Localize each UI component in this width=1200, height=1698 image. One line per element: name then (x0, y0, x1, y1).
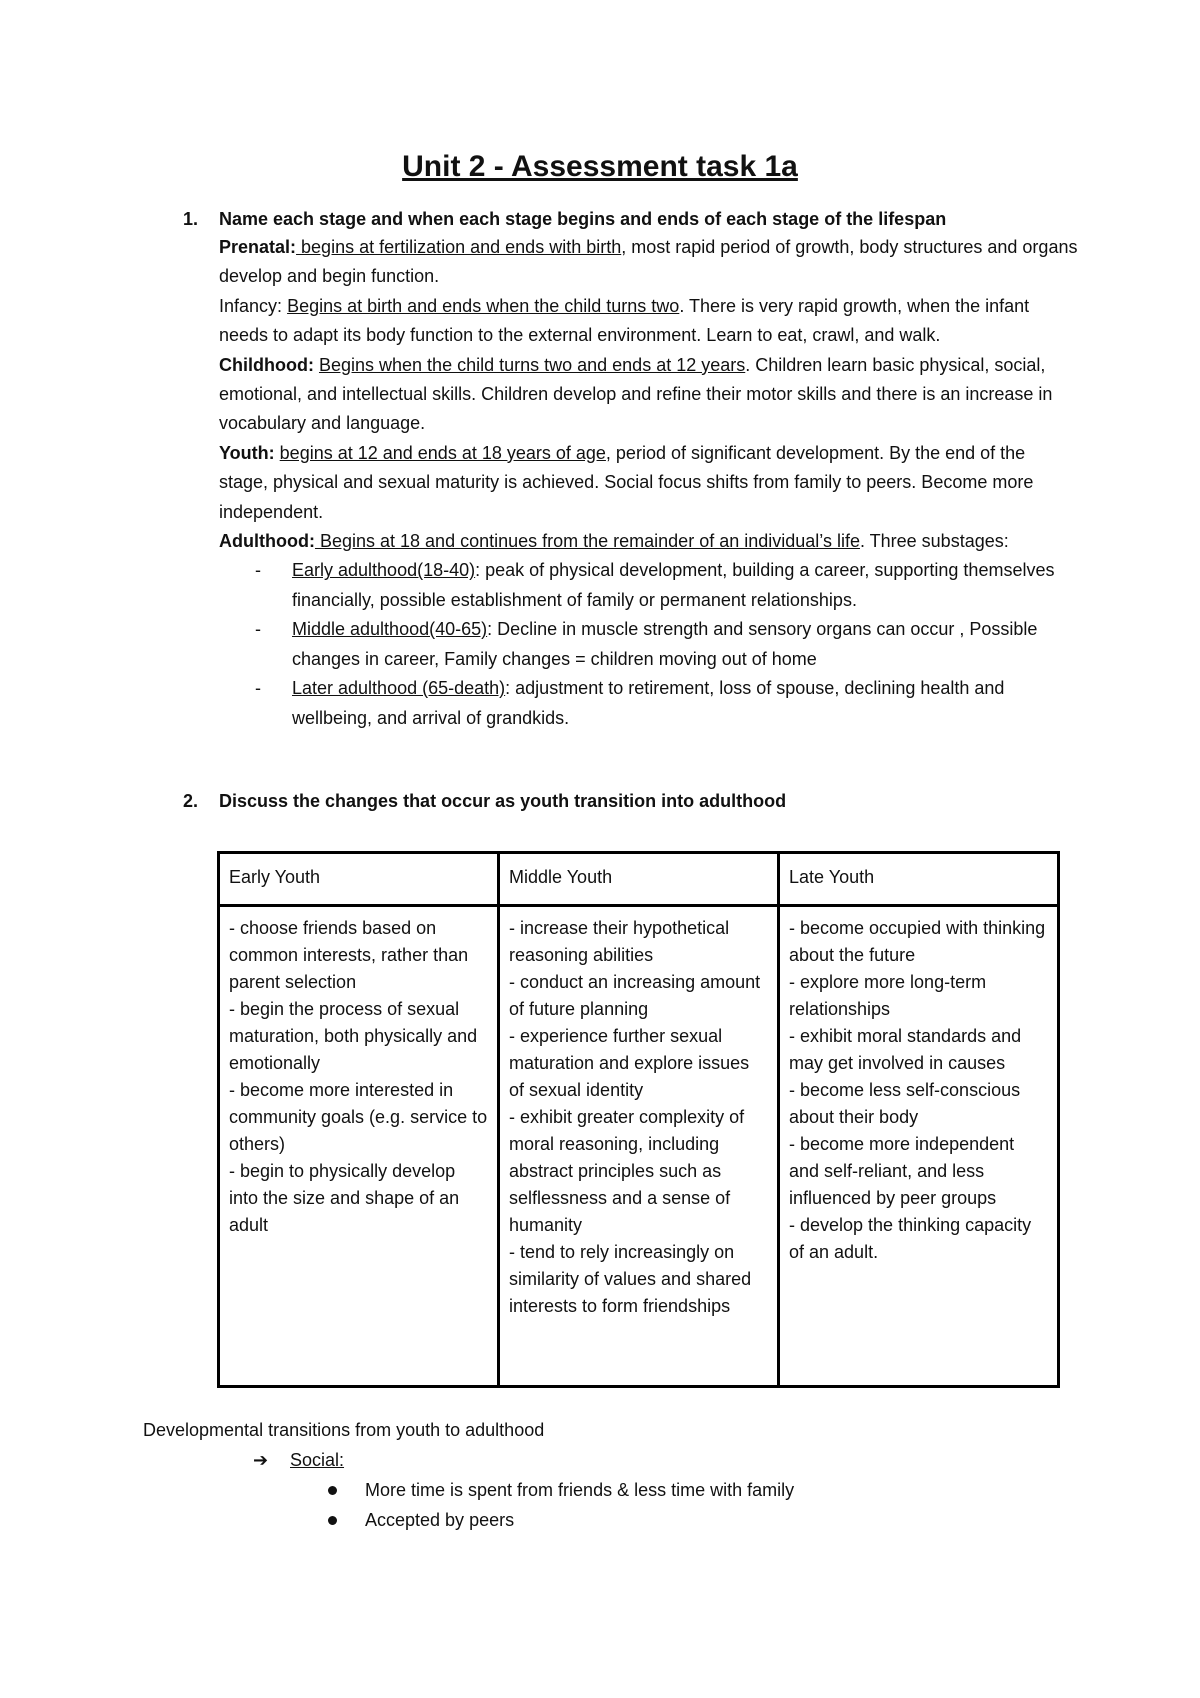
stage-label: Youth: (219, 442, 275, 463)
stage-range: begins at fertilization and ends with birth (296, 237, 622, 257)
substage-label: Middle adulthood(40-65) (292, 619, 488, 640)
list-item: - tend to rely increasingly on similarity of values and shared interests to form friendships (509, 1242, 752, 1316)
list-item: - exhibit moral standards and may get involved in causes (789, 1026, 1022, 1073)
stage-youth (219, 439, 1079, 527)
substage-middle (219, 615, 1079, 674)
dash-marker: - (255, 678, 261, 699)
list-item: - develop the thinking capacity of an adult. (789, 1215, 1032, 1262)
substage-label: Later adulthood (65-death) (292, 678, 506, 699)
stage-desc: , period of significant development. By the end of the stage, physical and sexual maturity is achieved. Social focus shifts from family to peers. Become more independent. (219, 442, 1034, 522)
stage-desc: . Children learn basic physical, social, emotional, and intellectual skills. Children develop and refine their motor skills and there is an increase in vocabulary and language. (219, 354, 1053, 434)
list-item: - conduct an increasing amount of future planning (509, 972, 761, 1019)
stage-label: Prenatal: (219, 237, 297, 257)
stage-adulthood (219, 527, 1079, 556)
question-text: Name each stage and when each stage begins and ends of each stage of the lifespan (219, 209, 947, 229)
substage-later (219, 674, 1079, 733)
header-early-youth: Early Youth (219, 853, 499, 906)
adulthood-substages (219, 556, 1079, 732)
list-item: - exhibit greater complexity of moral reasoning, including abstract principles such as selflessness and a sense of humanity (509, 1107, 745, 1235)
stage-desc: , most rapid period of growth, body structures and organs develop and begin function. (219, 237, 1078, 287)
stage-desc: . Three substages: (859, 531, 1009, 552)
substage-desc: : Decline in muscle strength and sensory organs can occur , Possible changes in career, Family changes = children moving out of home (292, 619, 1038, 669)
header-late-youth: Late Youth (779, 853, 1059, 906)
list-item: - become more independent and self-reliant, and less influenced by peer groups (789, 1134, 1015, 1208)
question-text: Discuss the changes that occur as youth transition into adulthood (219, 791, 787, 811)
list-item: - explore more long-term relationships (789, 972, 987, 1019)
cell-early-youth (219, 906, 499, 1387)
youth-stages-table (217, 851, 1060, 1388)
page-title: Unit 2 - Assessment task 1a (402, 150, 798, 183)
stage-prenatal (219, 233, 1079, 292)
list-item: - increase their hypothetical reasoning abilities (509, 918, 730, 965)
bullet-text: More time is spent from friends & less time with family (365, 1480, 795, 1500)
list-item: - begin to physically develop into the size and shape of an adult (229, 1161, 460, 1235)
stage-range: Begins when the child turns two and ends at 12 years (318, 354, 746, 375)
list-item: - begin the process of sexual maturation, both physically and emotionally (229, 999, 478, 1073)
list-item: - become occupied with thinking about the future (789, 918, 1046, 965)
question-number: 1. (183, 209, 199, 229)
stage-range: begins at 12 and ends at 18 years of age (279, 442, 606, 463)
list-item: - choose friends based on common interests, rather than parent selection (229, 918, 469, 992)
lifespan-stages (219, 233, 1079, 733)
list-item: - become more interested in community goals (e.g. service to others) (229, 1080, 488, 1154)
table-row (219, 906, 1059, 1387)
stage-label: Adulthood: (219, 531, 315, 552)
substage-label: Early adulthood(18-40) (292, 560, 476, 581)
stage-label: Infancy: (219, 295, 283, 316)
list-item: - become less self-conscious about their body (789, 1080, 1021, 1127)
stage-childhood (219, 351, 1079, 439)
stage-label: Childhood: (219, 354, 314, 375)
stage-infancy (219, 292, 1079, 351)
substage-desc: : adjustment to retirement, loss of spouse, declining health and wellbeing, and arrival of grandkids. (292, 678, 1005, 728)
bullet-text: Accepted by peers (365, 1510, 515, 1530)
list-item: - experience further sexual maturation and explore issues of sexual identity (509, 1026, 750, 1100)
arrow-icon: ➔ (253, 1450, 269, 1470)
social-label: Social: (290, 1450, 345, 1470)
question-number: 2. (183, 791, 199, 811)
substage-desc: : peak of physical development, building a career, supporting themselves financially, possible establishment of family or permanent relationships. (292, 560, 1055, 610)
dash-marker: - (255, 560, 261, 581)
cell-late-youth (779, 906, 1059, 1387)
bullet-icon (328, 1486, 337, 1495)
transitions-heading: Developmental transitions from youth to adulthood (143, 1420, 545, 1440)
dash-marker: - (255, 619, 261, 640)
stage-desc: . There is very rapid growth, when the infant needs to adapt its body function to the external environment. Learn to eat, crawl, and walk. (219, 295, 1030, 346)
cell-middle-youth (499, 906, 779, 1387)
stage-range: Begins at 18 and continues from the remainder of an individual’s life (314, 531, 860, 552)
stage-range: Begins at birth and ends when the child turns two (287, 295, 680, 316)
bullet-icon (328, 1516, 337, 1525)
substage-early (219, 556, 1079, 615)
header-middle-youth: Middle Youth (499, 853, 779, 906)
table-header-row (219, 853, 1059, 906)
